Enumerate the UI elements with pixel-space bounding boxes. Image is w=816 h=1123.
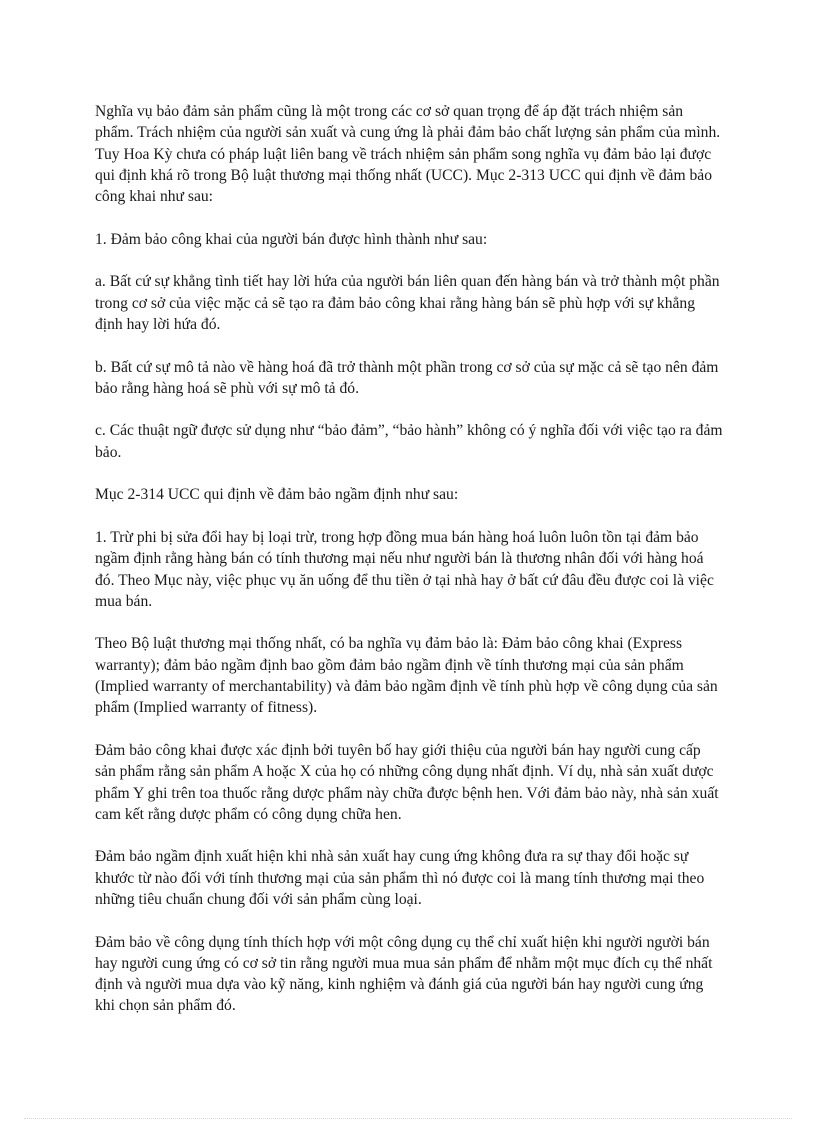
paragraph-express-warranty: Đảm bảo công khai được xác định bởi tuyên bố hay giới thiệu của người bán hay người cung cấp sản phẩm rằng sản phẩm A hoặc X của họ có những công dụng nhất định. Ví dụ, nhà sản xuất dược phẩm Y ghi trên toa thuốc rằng dược phẩm này chữa được bệnh hen. Với đảm bảo này, nhà sản xuất cam kết rằng dược phẩm có công dụng chữa hen. [95,741,719,823]
paragraph-clause-b: b. Bất cứ sự mô tả nào về hàng hoá đã trở thành một phần trong cơ sở của sự mặc cả sẽ tạo nên đảm bảo rằng hàng hoá sẽ phù với sự mô tả đó. [95,358,719,397]
paragraph-implied-warranty: Đảm bảo ngầm định xuất hiện khi nhà sản xuất hay cung ứng không đưa ra sự thay đổi hoặc sự khước từ nào đối với tính thương mại của sản phẩm thì nó được coi là mang tính thương mại theo những tiêu chuẩn chung đối với sản phẩm cùng loại. [95,848,705,908]
paragraph-intro: Nghĩa vụ bảo đảm sản phẩm cũng là một trong các cơ sở quan trọng để áp đặt trách nhiệm sản phẩm. Trách nhiệm của người sản xuất và cung ứng là phải đảm bảo chất lượng sản phẩm của mình. Tuy Hoa Kỳ chưa có pháp luật liên bang về trách nhiệm sản phẩm song nghĩa vụ đảm bảo lại được qui định khá rõ trong Bộ luật thương mại thống nhất (UCC). Mục 2-313 UCC qui định về đảm bảo công khai như sau: [95,103,721,206]
paragraph-implied-heading: Mục 2-314 UCC qui định về đảm bảo ngầm định như sau: [95,486,459,504]
paragraph-clause-a: a. Bất cứ sự khẳng tình tiết hay lời hứa của người bán liên quan đến hàng bán và trở thành một phần trong cơ sở của việc mặc cả sẽ tạo ra đảm bảo công khai rằng hàng bán sẽ phù hợp với sự khẳng định hay lời hứa đó. [95,273,720,333]
paragraph-express-heading: 1. Đảm bảo công khai của người bán được hình thành như sau: [95,230,488,248]
paragraph-implied-clause-1: 1. Trừ phi bị sửa đổi hay bị loại trừ, trong hợp đồng mua bán hàng hoá luôn luôn tồn tại đảm bảo ngầm định rằng hàng bán có tính thương mại nếu như người bán là thương nhân đối với hàng hoá đó. Theo Mục này, việc phục vụ ăn uống để thu tiền ở tại nhà hay ở bất cứ đâu đều được coi là việc mua bán. [95,528,714,610]
paragraph-fitness-warranty: Đảm bảo về công dụng tính thích hợp với một công dụng cụ thể chỉ xuất hiện khi người người bán hay người cung ứng có cơ sở tin rằng người mua mua sản phẩm để nhằm một mục đích cụ thể nhất định và người mua dựa vào kỹ năng, kinh nghiệm và đánh giá của người bán hay người cung ứng khi chọn sản phẩm đó. [95,933,713,1015]
paragraph-three-warranties: Theo Bộ luật thương mại thống nhất, có ba nghĩa vụ đảm bảo là: Đảm bảo công khai (Express warranty); đảm bảo ngầm định bao gồm đảm bảo ngầm định về tính thương mại của sản phẩm (Implied warranty of merchantability) và đảm bảo ngầm định về tính phù hợp về công dụng của sản phẩm (Implied warranty of fitness). [95,635,718,717]
footer-divider [24,1118,792,1119]
paragraph-clause-c: c. Các thuật ngữ được sử dụng như “bảo đảm”, “bảo hành” không có ý nghĩa đối với việc tạo ra đảm bảo. [95,422,723,461]
document-body [95,101,725,1038]
